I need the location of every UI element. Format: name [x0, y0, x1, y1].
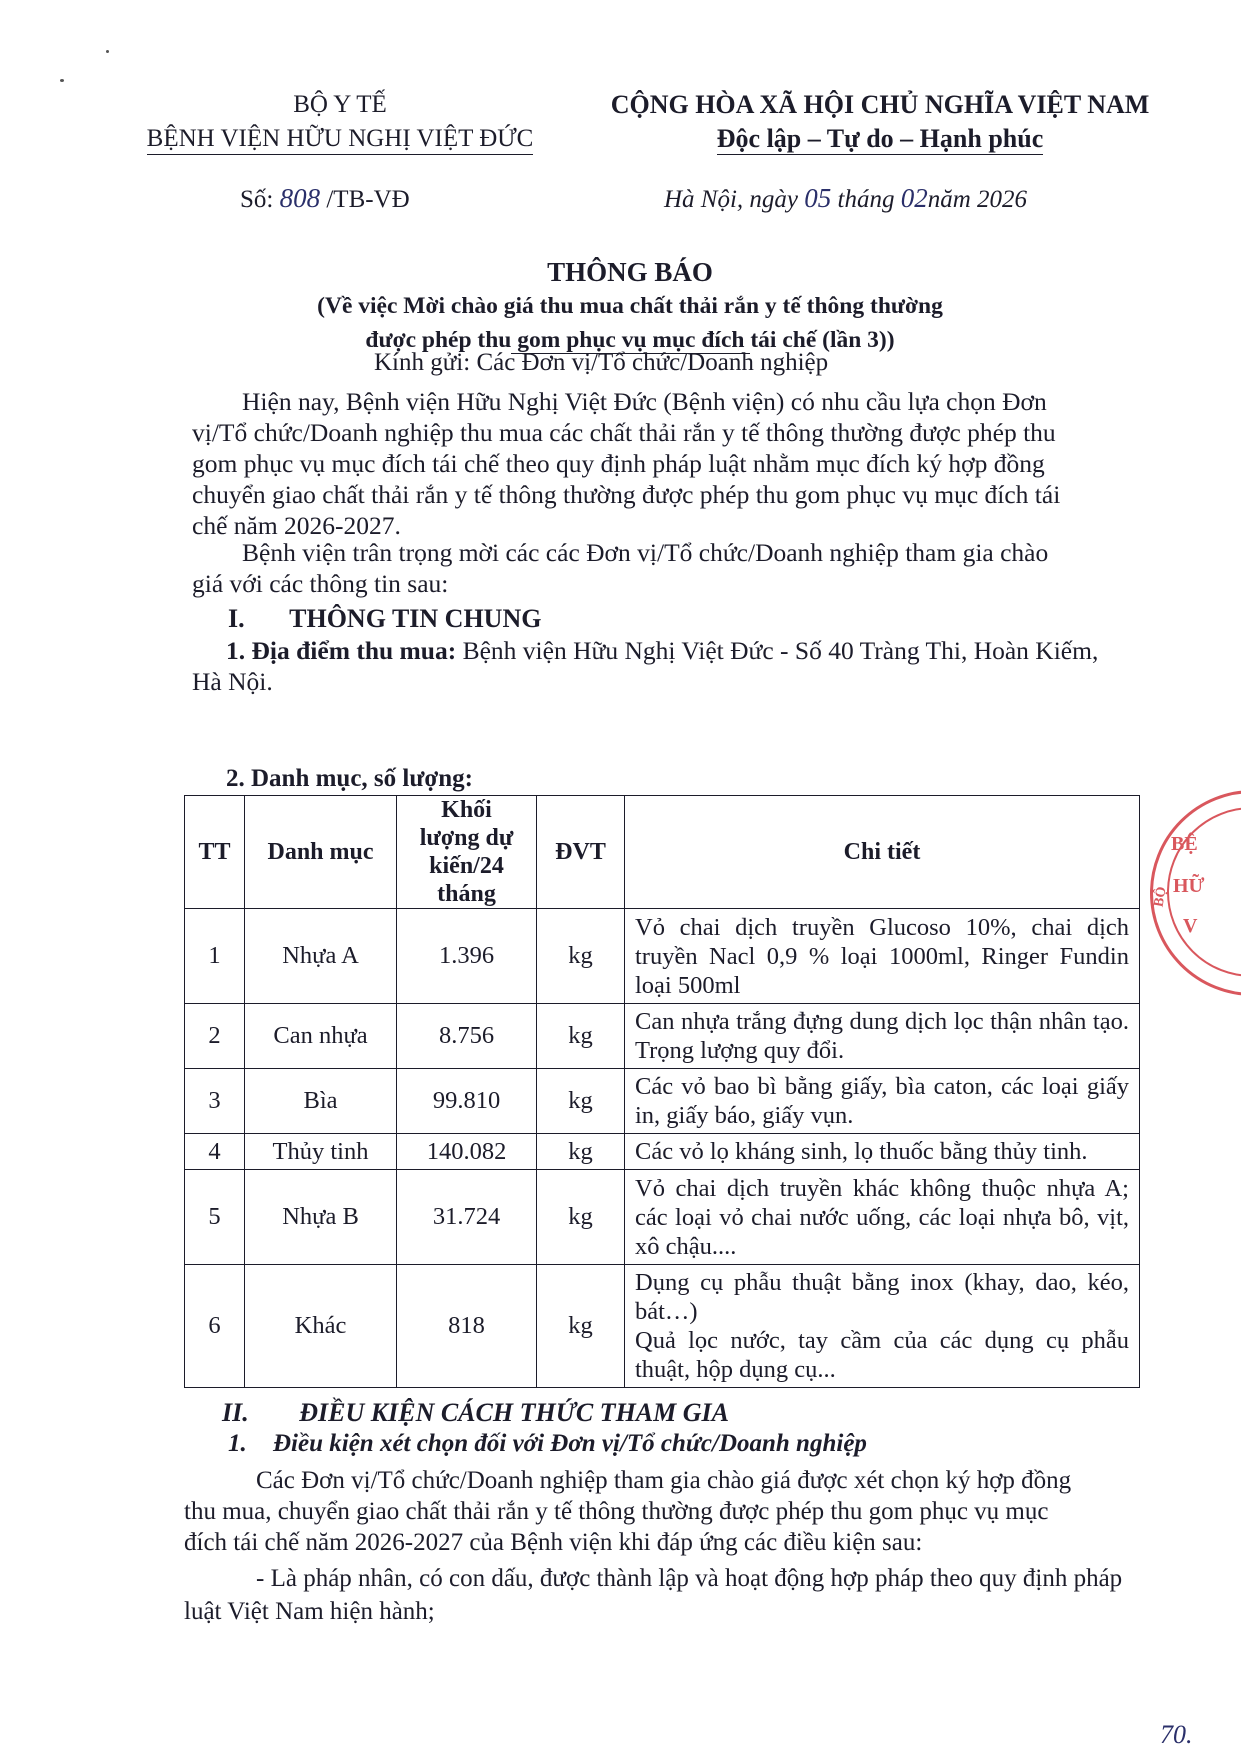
scan-speck: [106, 50, 109, 53]
row-category: Nhựa A: [245, 909, 397, 1004]
condition-bullet: - Là pháp nhân, có con dấu, được thành lập và hoạt động hợp pháp theo quy định pháp luật Việt Nam hiện hành;: [184, 1565, 1123, 1625]
scan-speck: [60, 79, 64, 82]
section-2-subheading: 1. Điều kiện xét chọn đối với Đơn vị/Tổ chức/Doanh nghiệp: [228, 1430, 867, 1457]
red-seal-stamp: BỆ HỮ V BỘ: [1150, 790, 1241, 996]
table-row: [185, 1069, 1140, 1134]
location-paragraph: 1. Địa điểm thu mua: Bệnh viện Hữu Nghị Việt Đức - Số 40 Tràng Thi, Hoàn Kiếm, Hà Nội.: [192, 636, 1099, 696]
row-detail: Các vỏ bao bì bằng giấy, bìa caton, các loại giấy in, giấy báo, giấy vụn.: [625, 1069, 1140, 1134]
document-number: Số: 808 /TB-VĐ: [240, 183, 410, 213]
row-tt: 3: [185, 1069, 245, 1134]
row-unit: kg: [537, 1004, 625, 1069]
row-category: Bìa: [245, 1069, 397, 1134]
row-category: Khác: [245, 1265, 397, 1388]
col-header-unit: ĐVT: [537, 796, 625, 909]
col-header-tt: TT: [185, 796, 245, 909]
row-tt: 2: [185, 1004, 245, 1069]
row-category: Can nhựa: [245, 1004, 397, 1069]
col-header-volume: Khối lượng dự kiến/24 tháng: [397, 796, 537, 909]
handwritten-number: 808: [279, 183, 321, 213]
row-tt: 5: [185, 1170, 245, 1265]
table-row: [185, 909, 1140, 1004]
row-tt: 1: [185, 909, 245, 1004]
row-detail: Vỏ chai dịch truyền Glucoso 10%, chai dịch truyền Nacl 0,9 % loại 1000ml, Ringer Fundin loại 500ml: [625, 909, 1140, 1004]
issuer-block: [105, 88, 575, 156]
col-header-category: Danh mục: [245, 796, 397, 909]
national-header: [570, 88, 1190, 156]
row-volume: 140.082: [397, 1134, 537, 1170]
section-2-heading: II. ĐIỀU KIỆN CÁCH THỨC THAM GIA: [222, 1398, 729, 1427]
row-detail: Vỏ chai dịch truyền khác không thuộc nhựa A; các loại vỏ chai nước uống, các loại nhựa bô, vịt, xô chậu....: [625, 1170, 1140, 1265]
row-unit: kg: [537, 1134, 625, 1170]
section-2-paragraph: Các Đơn vị/Tổ chức/Doanh nghiệp tham gia chào giá được xét chọn ký hợp đồng thu mua, chuyển giao chất thải rắn y tế thông thường được phép thu gom phục vụ mục đích tái chế năm 2026-2027 của Bệnh viện khi đáp ứng các điều kiện sau:: [184, 1467, 1072, 1556]
table-header-row: [185, 796, 1140, 909]
list-heading: 2. Danh mục, số lượng:: [226, 765, 473, 792]
row-unit: kg: [537, 1265, 625, 1388]
row-unit: kg: [537, 909, 625, 1004]
table-row: [185, 1170, 1140, 1265]
col-header-detail: Chi tiết: [625, 796, 1140, 909]
intro-paragraph-2: Bệnh viện trân trọng mời các các Đơn vị/Tổ chức/Doanh nghiệp tham gia chào giá với các thông tin sau:: [192, 538, 1049, 598]
row-detail: Các vỏ lọ kháng sinh, lọ thuốc bằng thủy tinh.: [625, 1134, 1140, 1170]
row-detail: Can nhựa trắng đựng dung dịch lọc thận nhân tạo. Trọng lượng quy đổi.: [625, 1004, 1140, 1069]
row-tt: 6: [185, 1265, 245, 1388]
country-name: CỘNG HÒA XÃ HỘI CHỦ NGHĨA VIỆT NAM: [610, 90, 1150, 119]
table-row: [185, 1004, 1140, 1069]
row-volume: 8.756: [397, 1004, 537, 1069]
row-unit: kg: [537, 1170, 625, 1265]
intro-paragraph-1: Hiện nay, Bệnh viện Hữu Nghị Việt Đức (Bệnh viện) có nhu cầu lựa chọn Đơn vị/Tổ chức/Doanh nghiệp thu mua các chất thải rắn y tế thông thường được phép thu gom phục vụ mục đích tái chế theo quy định pháp luật nhằm mục đích ký hợp đồng chuyển giao chất thải rắn y tế thông thường được phép thu gom phục vụ mục đích tái chế năm 2026-2027.: [192, 387, 1061, 540]
ministry-name: BỘ Y TẾ: [293, 91, 387, 118]
waste-items-table: [184, 795, 1140, 1388]
document-date: Hà Nội, ngày 05 tháng 02năm 2026: [664, 183, 1028, 213]
section-1-heading: I. THÔNG TIN CHUNG: [228, 604, 542, 633]
handwritten-day: 05: [804, 183, 832, 213]
motto: Độc lập – Tự do – Hạnh phúc: [716, 124, 1044, 153]
row-volume: 99.810: [397, 1069, 537, 1134]
document-title: THÔNG BÁO: [547, 257, 713, 287]
handwritten-month: 02: [900, 183, 928, 213]
document-subtitle: (Về việc Mời chào giá thu mua chất thải rắn y tế thông thường được phép thu gom phục vụ mục đích tái chế (lần 3)): [317, 293, 943, 353]
row-volume: 1.396: [397, 909, 537, 1004]
row-detail: Dụng cụ phẫu thuật bằng inox (khay, dao, kéo, bát…) Quả lọc nước, tay cầm của các dụng cụ phẫu thuật, hộp dụng cụ...: [625, 1265, 1140, 1388]
table-row: [185, 1265, 1140, 1388]
row-volume: 818: [397, 1265, 537, 1388]
row-category: Thủy tinh: [245, 1134, 397, 1170]
hospital-name: BỆNH VIỆN HỮU NGHỊ VIỆT ĐỨC: [105, 122, 575, 156]
table-row: [185, 1134, 1140, 1170]
row-volume: 31.724: [397, 1170, 537, 1265]
recipient-line: Kính gửi: Các Đơn vị/Tổ chức/Doanh nghiệp: [374, 349, 829, 376]
handwritten-initials: 70.: [1160, 1720, 1193, 1749]
row-unit: kg: [537, 1069, 625, 1134]
row-category: Nhựa B: [245, 1170, 397, 1265]
row-tt: 4: [185, 1134, 245, 1170]
